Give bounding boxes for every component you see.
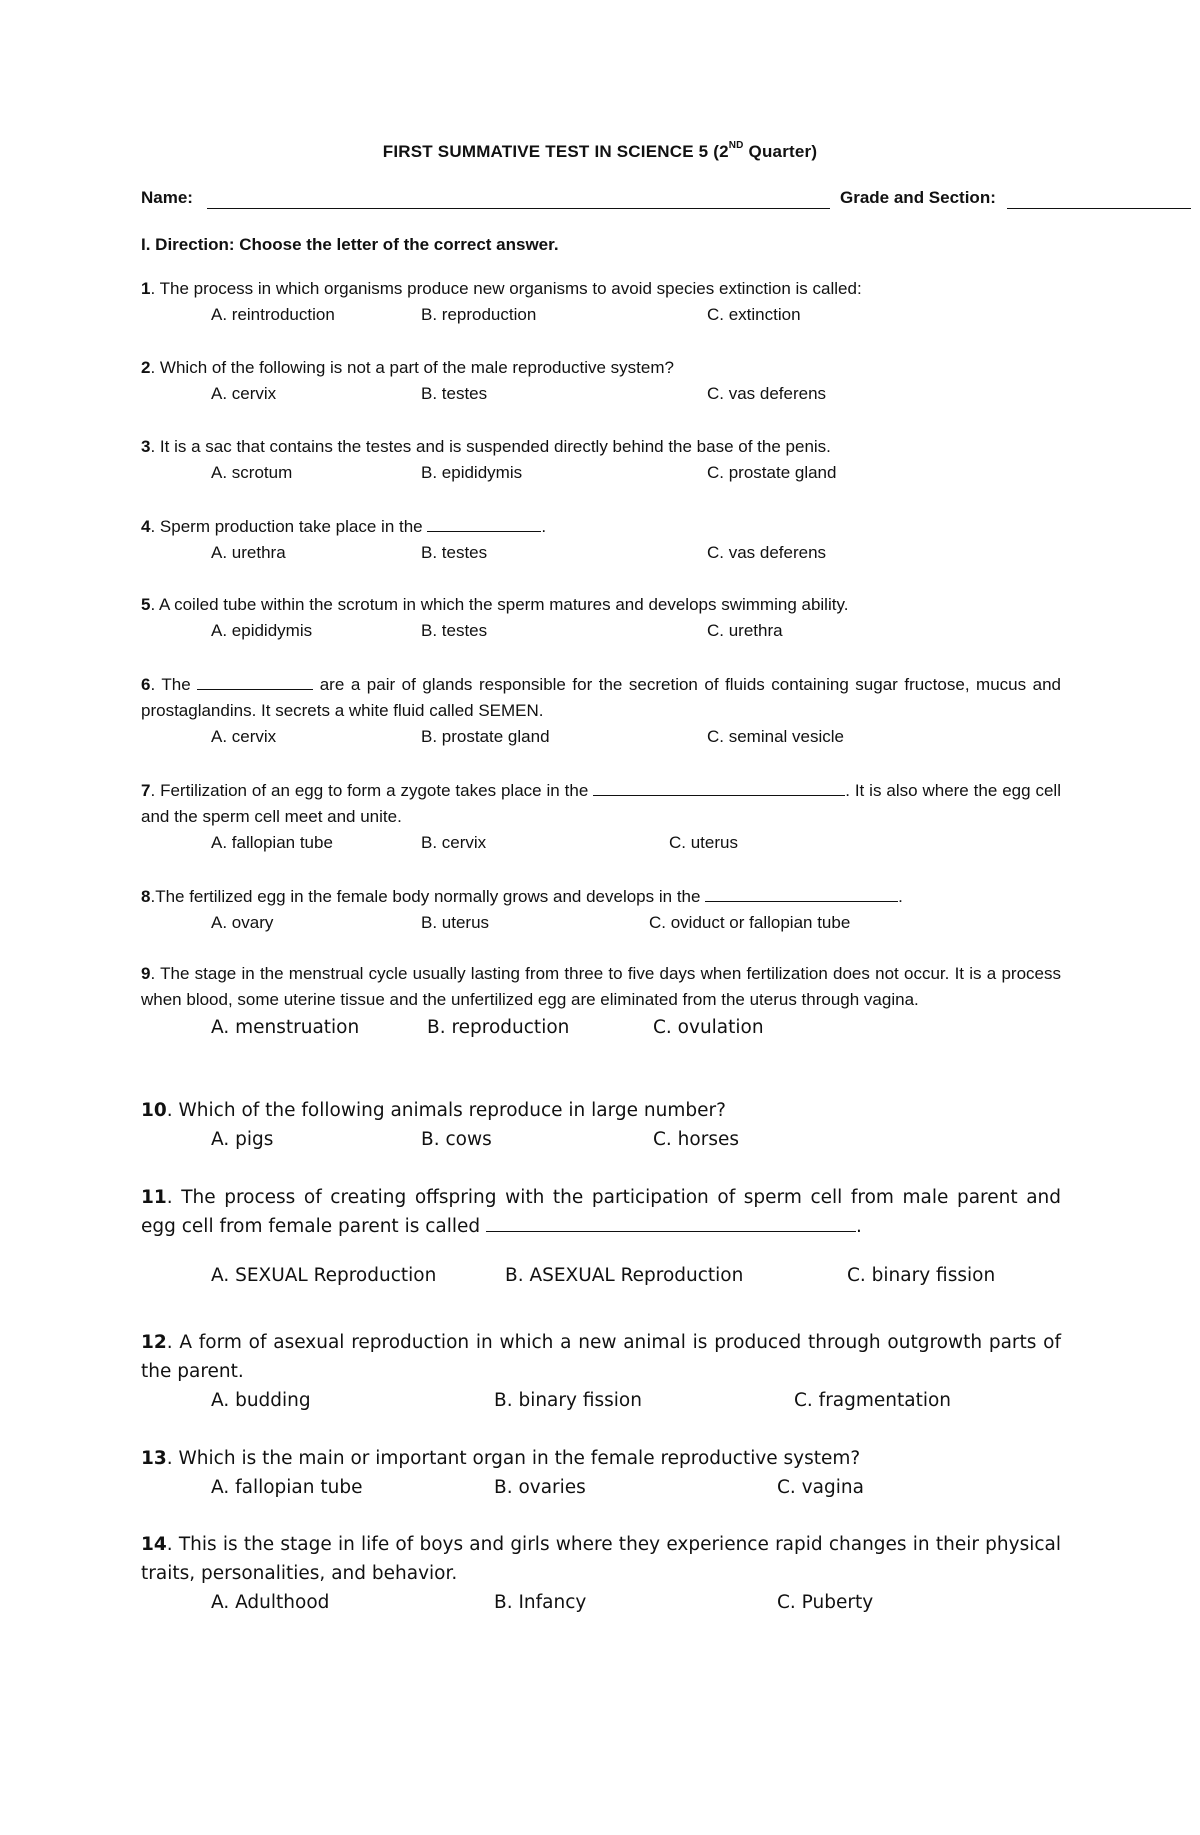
question-6 (141, 671, 1061, 750)
question-stem: 4. Sperm production take place in the . (141, 513, 1061, 540)
page-title (0, 142, 1200, 162)
option-b[interactable]: B. testes (421, 621, 488, 640)
option-c[interactable]: C. Puberty (777, 1592, 874, 1613)
options-row (141, 910, 1061, 936)
direction: I. Direction: Choose the letter of the correct answer. (141, 235, 559, 254)
grade-section-label: Grade and Section: (840, 188, 996, 207)
question-5 (141, 592, 1061, 644)
grade-section-field[interactable] (1007, 208, 1191, 209)
option-a[interactable]: A. fallopian tube (211, 833, 333, 852)
question-13 (141, 1444, 1061, 1502)
options-row (141, 460, 1061, 486)
option-c[interactable]: C. urethra (707, 621, 783, 640)
option-b[interactable]: B. epididymis (421, 463, 523, 482)
option-c[interactable]: C. seminal vesicle (707, 727, 844, 746)
options-row (141, 830, 1061, 856)
option-a[interactable]: A. menstruation (211, 1017, 360, 1038)
name-field[interactable] (207, 208, 830, 209)
option-b[interactable]: B. prostate gland (421, 727, 550, 746)
option-c[interactable]: C. extinction (707, 305, 801, 324)
option-b[interactable]: B. Infancy (494, 1592, 587, 1613)
options-row (141, 540, 1061, 566)
option-a[interactable]: A. reintroduction (211, 305, 335, 324)
question-2 (141, 355, 1061, 407)
option-c[interactable]: C. prostate gland (707, 463, 837, 482)
option-c[interactable]: C. fragmentation (794, 1390, 952, 1411)
title-end: Quarter) (743, 142, 818, 161)
question-stem: 2. Which of the following is not a part of the male reproductive system? (141, 358, 674, 377)
answer-blank[interactable] (705, 883, 898, 902)
question-4 (141, 513, 1061, 566)
question-stem: 14. This is the stage in life of boys and girls where they experience rapid changes in their physical traits, personalities, and behavior. (141, 1534, 1061, 1584)
option-a[interactable]: A. scrotum (211, 463, 293, 482)
answer-blank[interactable] (486, 1212, 856, 1232)
option-a[interactable]: A. pigs (211, 1129, 274, 1150)
options-row (141, 1125, 1061, 1154)
title-superscript: ND (728, 140, 744, 152)
options-row (141, 1588, 1061, 1617)
question-stem: 11. The process of creating offspring with the participation of sperm cell from male parent and egg cell from female parent is called . (141, 1187, 1061, 1237)
option-b[interactable]: B. cows (421, 1129, 492, 1150)
question-stem: 1. The process in which organisms produce new organisms to avoid species extinction is called: (141, 279, 862, 298)
question-9 (141, 961, 1061, 1043)
options-row (141, 1261, 1061, 1290)
option-a[interactable]: A. Adulthood (211, 1592, 330, 1613)
options-row (141, 1013, 1061, 1043)
option-a[interactable]: A. SEXUAL Reproduction (211, 1265, 437, 1286)
options-row (141, 1473, 1061, 1502)
answer-blank[interactable] (593, 777, 845, 796)
question-stem: 7. Fertilization of an egg to form a zygote takes place in the . It is also where the egg cell and the sperm cell meet and unite. (141, 777, 1061, 830)
answer-blank[interactable] (427, 513, 541, 532)
option-c[interactable]: C. binary fission (847, 1265, 996, 1286)
question-14 (141, 1530, 1061, 1617)
option-a[interactable]: A. urethra (211, 543, 286, 562)
option-b[interactable]: B. reproduction (421, 305, 537, 324)
option-b[interactable]: B. cervix (421, 833, 487, 852)
option-c[interactable]: C. uterus (669, 833, 738, 852)
title-text: FIRST SUMMATIVE TEST IN SCIENCE 5 (2 (382, 142, 729, 161)
question-3 (141, 434, 1061, 486)
options-row (141, 381, 1061, 407)
option-b[interactable]: B. ASEXUAL Reproduction (505, 1265, 744, 1286)
question-8 (141, 883, 1061, 936)
options-row (141, 618, 1061, 644)
question-10 (141, 1096, 1061, 1154)
option-b[interactable]: B. reproduction (427, 1017, 570, 1038)
option-b[interactable]: B. testes (421, 384, 488, 403)
option-c[interactable]: C. oviduct or fallopian tube (649, 913, 851, 932)
question-stem: 3. It is a sac that contains the testes and is suspended directly behind the base of the penis. (141, 437, 831, 456)
question-stem: 6. The are a pair of glands responsible for the secretion of fluids containing sugar fructose, mucus and prostaglandins. It secrets a white fluid called SEMEN. (141, 671, 1061, 724)
option-b[interactable]: B. testes (421, 543, 488, 562)
option-c[interactable]: C. vas deferens (707, 543, 827, 562)
question-stem: 9. The stage in the menstrual cycle usually lasting from three to five days when fertilization does not occur. It is a process when blood, some uterine tissue and the unfertilized egg are eliminated from the uterus through vagina. (141, 964, 1061, 1009)
option-c[interactable]: C. horses (653, 1129, 739, 1150)
option-b[interactable]: B. binary fission (494, 1390, 642, 1411)
option-b[interactable]: B. uterus (421, 913, 490, 932)
question-stem: 13. Which is the main or important organ in the female reproductive system? (141, 1448, 861, 1469)
question-stem: 10. Which of the following animals reproduce in large number? (141, 1100, 726, 1121)
options-row (141, 302, 1061, 328)
answer-blank[interactable] (197, 671, 313, 690)
question-stem: 5. A coiled tube within the scrotum in which the sperm matures and develops swimming ability. (141, 595, 849, 614)
question-stem: 12. A form of asexual reproduction in which a new animal is produced through outgrowth parts of the parent. (141, 1332, 1061, 1382)
option-c[interactable]: C. vas deferens (707, 384, 827, 403)
option-b[interactable]: B. ovaries (494, 1477, 586, 1498)
question-12 (141, 1328, 1061, 1415)
option-a[interactable]: A. cervix (211, 384, 277, 403)
question-stem: 8.The fertilized egg in the female body normally grows and develops in the . (141, 883, 1061, 910)
option-a[interactable]: A. cervix (211, 727, 277, 746)
name-label: Name: (141, 188, 193, 207)
question-7 (141, 777, 1061, 856)
options-row (141, 1386, 1061, 1415)
question-11 (141, 1183, 1061, 1290)
option-c[interactable]: C. ovulation (653, 1017, 764, 1038)
option-a[interactable]: A. budding (211, 1390, 311, 1411)
options-row (141, 724, 1061, 750)
option-c[interactable]: C. vagina (777, 1477, 864, 1498)
option-a[interactable]: A. epididymis (211, 621, 313, 640)
option-a[interactable]: A. fallopian tube (211, 1477, 363, 1498)
question-1 (141, 276, 1061, 328)
option-a[interactable]: A. ovary (211, 913, 274, 932)
